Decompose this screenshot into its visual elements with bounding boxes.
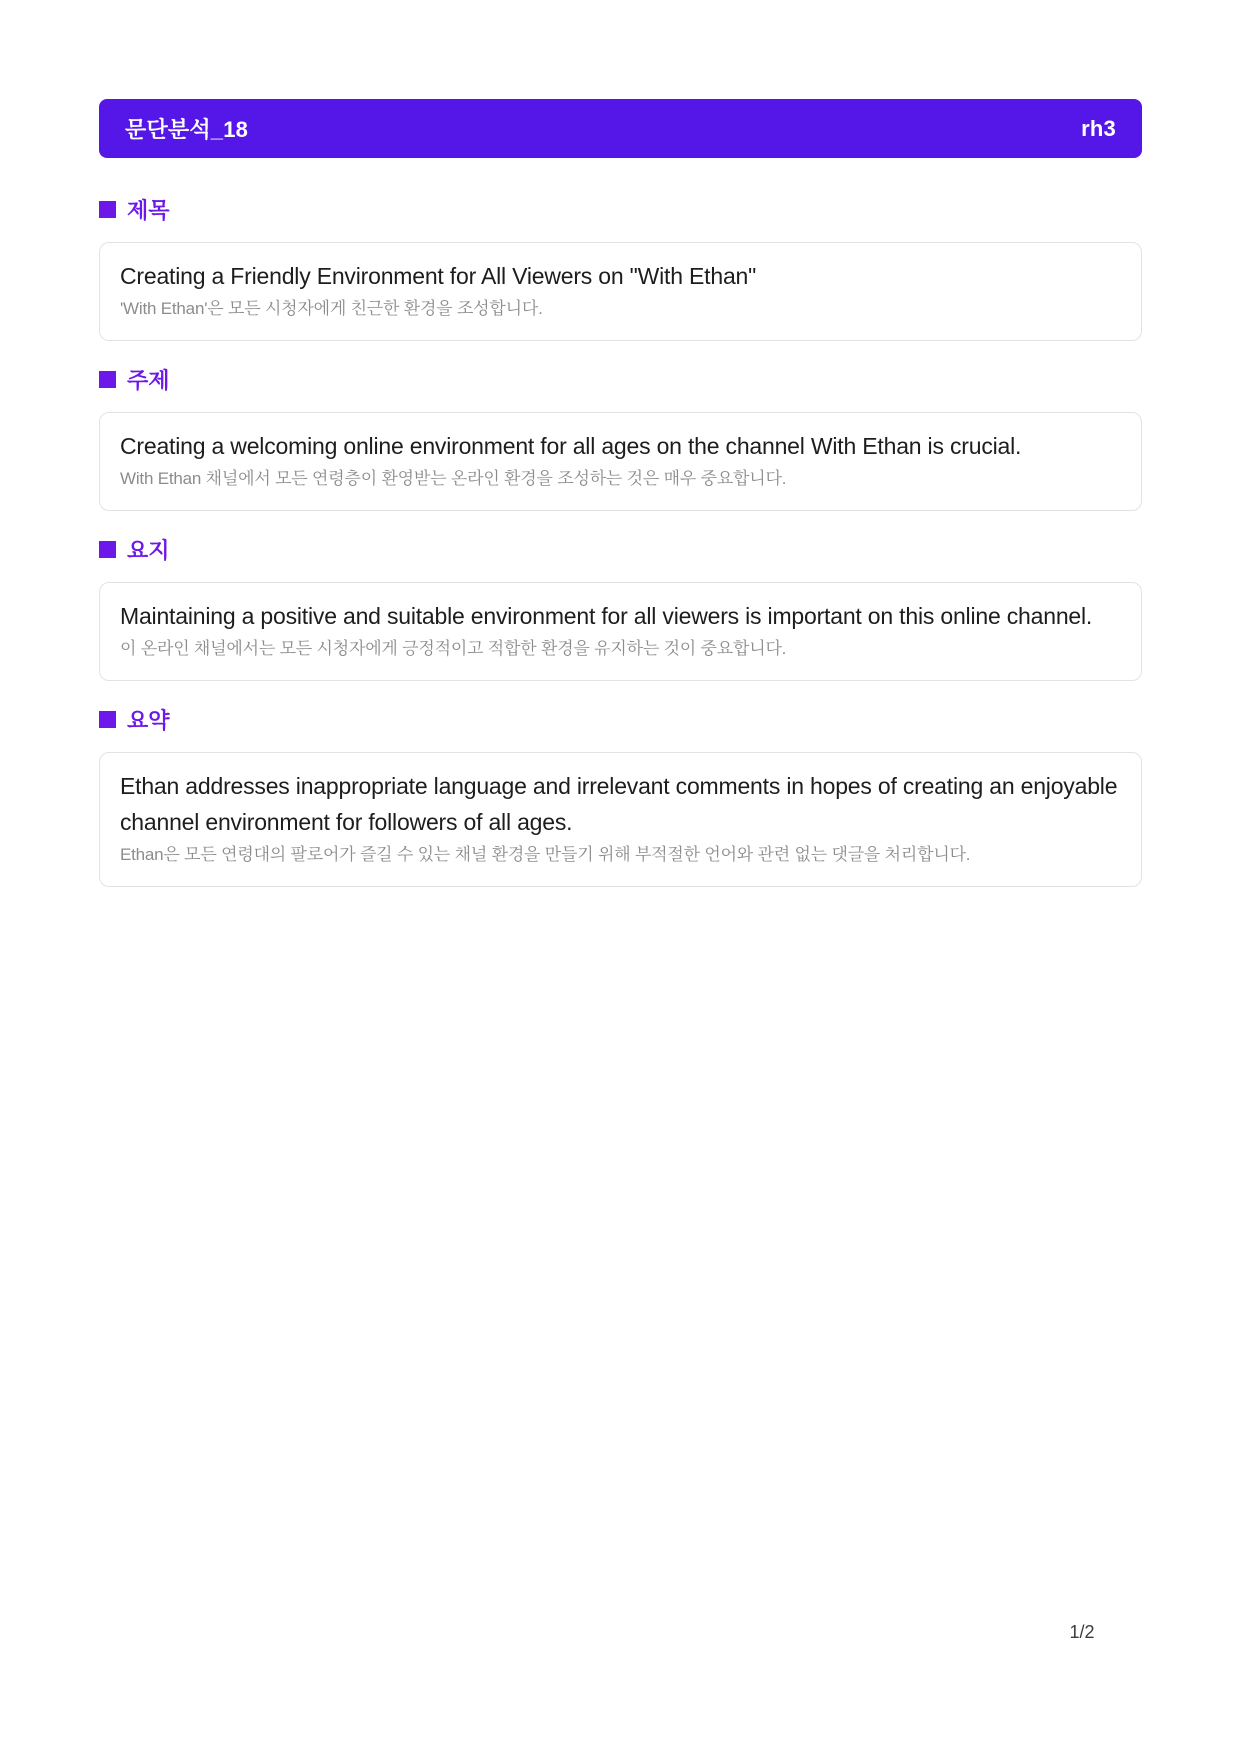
english-sentence: Ethan addresses inappropriate language and irrelevant comments in hopes of creating an enjoyable channel environment for followers of all ages. bbox=[120, 773, 1118, 835]
korean-translation: 'With Ethan'은 모든 시청자에게 친근한 환경을 조성합니다. bbox=[120, 299, 543, 318]
document-content bbox=[99, 196, 1142, 887]
section-heading-summary bbox=[99, 706, 1142, 732]
korean-translation: Ethan은 모든 연령대의 팔로어가 즐길 수 있는 채널 환경을 만들기 위해 부적절한 언어와 관련 없는 댓글을 처리합니다. bbox=[120, 845, 971, 864]
content-card-gist bbox=[99, 582, 1142, 681]
english-sentence: Maintaining a positive and suitable environment for all viewers is important on this online channel. bbox=[120, 603, 1093, 629]
section-label: 요약 bbox=[127, 707, 170, 733]
document-header-bar bbox=[99, 99, 1142, 158]
section-label: 제목 bbox=[127, 197, 170, 223]
section-bullet-icon bbox=[99, 541, 116, 558]
section-heading-topic bbox=[99, 366, 1142, 392]
section-heading-title bbox=[99, 196, 1142, 222]
content-card-title bbox=[99, 242, 1142, 341]
document-title: 문단분석_18 bbox=[125, 117, 249, 142]
korean-translation: 이 온라인 채널에서는 모든 시청자에게 긍정적이고 적합한 환경을 유지하는 것이 중요합니다. bbox=[120, 639, 787, 658]
korean-translation: With Ethan 채널에서 모든 연령층이 환영받는 온라인 환경을 조성하는 것은 매우 중요합니다. bbox=[120, 469, 787, 488]
page-number: 1/2 bbox=[1069, 1622, 1095, 1642]
english-sentence: Creating a Friendly Environment for All Viewers on "With Ethan" bbox=[120, 263, 757, 289]
section-bullet-icon bbox=[99, 371, 116, 388]
section-bullet-icon bbox=[99, 201, 116, 218]
section-label: 주제 bbox=[127, 367, 170, 393]
section-heading-gist bbox=[99, 536, 1142, 562]
content-card-topic bbox=[99, 412, 1142, 511]
english-sentence: Creating a welcoming online environment for all ages on the channel With Ethan is crucial. bbox=[120, 433, 1022, 459]
section-label: 요지 bbox=[127, 537, 170, 563]
content-card-summary bbox=[99, 752, 1142, 887]
header-badge: rh3 bbox=[1081, 115, 1116, 141]
section-bullet-icon bbox=[99, 711, 116, 728]
